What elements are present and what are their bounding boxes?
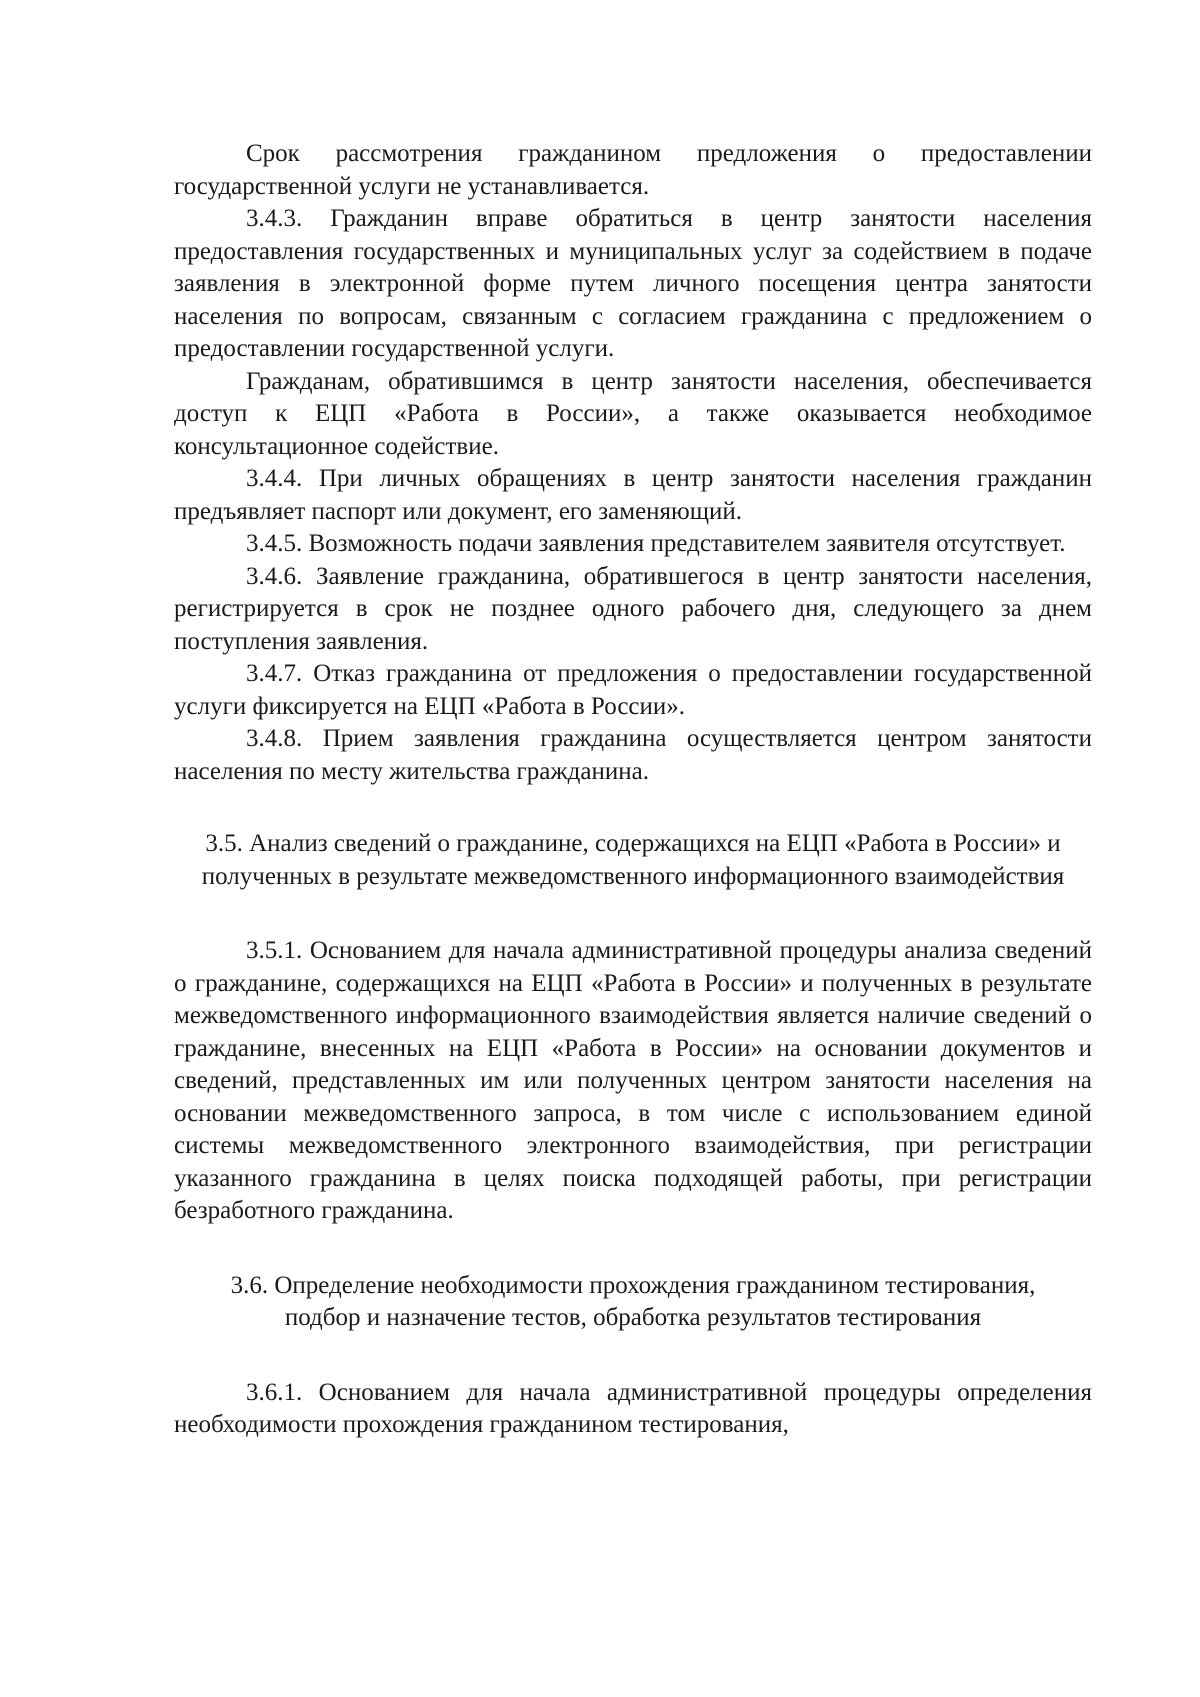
paragraph-3-4-6: 3.4.6. Заявление гражданина, обратившегося в центр занятости населения, регистрируется в срок не позднее одного рабочего дня, следующего за днем поступления заявления.	[174, 562, 1092, 655]
section-heading-3-5: 3.5. Анализ сведений о гражданине, содержащихся на ЕЦП «Работа в России» и полученных в результате межведомственного информационного взаимодействия	[201, 830, 1065, 890]
paragraph-3-4-8: 3.4.8. Прием заявления гражданина осуществляется центром занятости населения по месту жительства гражданина.	[174, 725, 1092, 785]
paragraph-review-period: Срок рассмотрения гражданином предложения о предоставлении государственной услуги не устанавливается.	[174, 140, 1092, 200]
paragraph-3-6-1: 3.6.1. Основанием для начала административной процедуры определения необходимости прохождения гражданином тестирования,	[174, 1378, 1092, 1438]
paragraph-3-4-4: 3.4.4. При личных обращениях в центр занятости населения гражданин предъявляет паспорт или документ, его заменяющий.	[174, 465, 1092, 525]
document-body	[174, 138, 1092, 1442]
paragraph-3-4-7: 3.4.7. Отказ гражданина от предложения о предоставлении государственной услуги фиксируется на ЕЦП «Работа в России».	[174, 660, 1092, 720]
paragraph-access-ecp: Гражданам, обратившимся в центр занятости населения, обеспечивается доступ к ЕЦП «Работа в России», а также оказывается необходимое консультационное содействие.	[174, 367, 1092, 460]
paragraph-3-5-1: 3.5.1. Основанием для начала административной процедуры анализа сведений о гражданине, содержащихся на ЕЦП «Работа в России» и полученных в результате межведомственного информационного взаимодействия является наличие сведений о гражданине, внесенных на ЕЦП «Работа в России» на основании документов и сведений, представленных им или полученных центром занятости населения на основании межведомственного запроса, в том числе с использованием единой системы межведомственного электронного взаимодействия, при регистрации указанного гражданина в целях поиска подходящей работы, при регистрации безработного гражданина.	[174, 937, 1092, 1224]
paragraph-3-4-5: 3.4.5. Возможность подачи заявления представителем заявителя отсутствует.	[246, 530, 1066, 557]
section-heading-3-6: 3.6. Определение необходимости прохождения гражданином тестирования, подбор и назначение тестов, обработка результатов тестирования	[230, 1271, 1036, 1331]
paragraph-3-4-3: 3.4.3. Гражданин вправе обратиться в центр занятости населения предоставления государственных и муниципальных услуг за содействием в подаче заявления в электронной форме путем личного посещения центра занятости населения по вопросам, связанным с согласием гражданина с предложением о предоставлении государственной услуги.	[174, 205, 1092, 362]
